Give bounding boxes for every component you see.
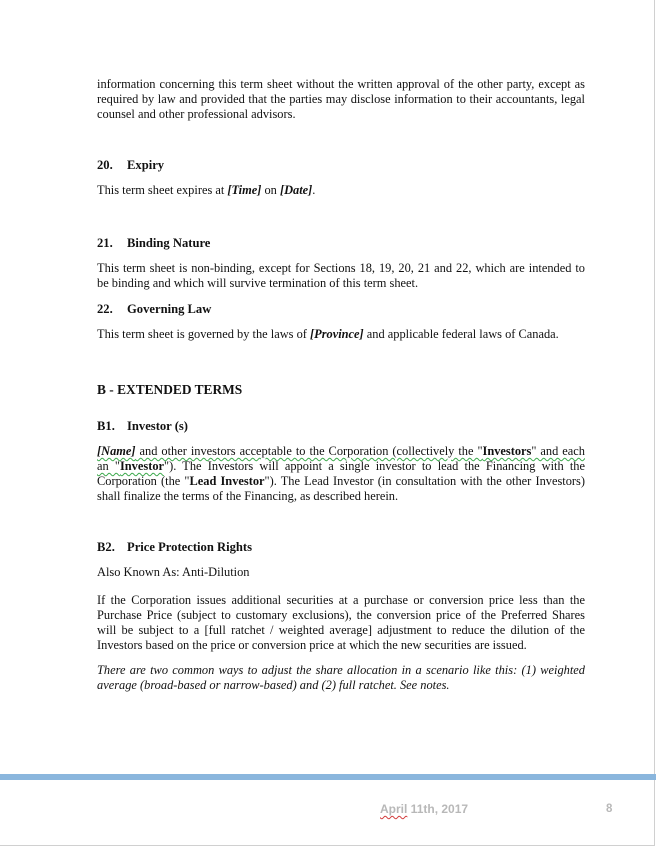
province-placeholder: [Province]: [310, 327, 364, 341]
investor-term: Investor: [119, 459, 165, 473]
s22-text-2: and applicable federal laws of Canada.: [363, 327, 559, 341]
s20-text-3: .: [312, 183, 316, 197]
section-22-number: 22.: [97, 302, 113, 316]
b1-text-2: " and each an ": [97, 444, 585, 473]
section-b1-number: B1.: [97, 419, 115, 433]
section-b2-aka: Also Known As: Anti-Dilution: [97, 565, 250, 579]
section-b2-note: There are two common ways to adjust the share allocation in a scenario like this: (1) weighted average (broad-based or narrow-based) and (2) full ratchet. See notes.: [97, 663, 585, 692]
name-placeholder: [Name]: [97, 444, 136, 458]
section-b1-heading: [97, 419, 585, 434]
page-number: 8: [606, 803, 613, 815]
b1-text-4: "). The Lead Investor (in consultation with the other Investors) shall finalize the terms of the Financing, as described herein.: [97, 474, 585, 503]
section-b2-number: B2.: [97, 540, 115, 554]
section-20-heading: [97, 158, 585, 173]
section-b2-body: If the Corporation issues additional securities at a purchase or conversion price less than the Purchase Price (subject to customary exclusions), the conversion price of the Preferred Shares will be subject to a [full ratchet / weighted average] adjustment to reduce the dilution of the Investors based on the price or conversion price at which the new securities are issued.: [97, 593, 585, 652]
s20-text-1: This term sheet expires at: [97, 183, 228, 197]
lead-investor-term: Lead Investor: [189, 474, 265, 488]
section-21-title: Binding Nature: [127, 236, 211, 250]
page-content: [97, 77, 585, 693]
footer-date-rest: 11th, 2017: [407, 802, 469, 816]
section-20-title: Expiry: [127, 158, 165, 172]
section-22-heading: [97, 302, 585, 317]
b1-text-3: "). The Investors will appoint a single investor to lead the Financing with the Corporation (the ": [97, 459, 586, 488]
section-b2-heading: [97, 540, 585, 555]
investors-term: Investors: [482, 444, 532, 458]
footer-divider-bar: [0, 774, 656, 780]
section-21-heading: [97, 236, 585, 251]
footer-date-month: April: [380, 802, 408, 816]
time-placeholder: [Time]: [227, 183, 262, 197]
b1-text-1: and other investors acceptable to the Corporation (collectively the ": [135, 444, 483, 458]
intro-paragraph: information concerning this term sheet without the written approval of the other party, except as required by law and provided that the parties may disclose information to their accountants, legal counsel and other professional advisors.: [97, 77, 585, 121]
footer-date: [380, 802, 468, 816]
section-20-body: [97, 183, 585, 198]
date-placeholder: [Date]: [279, 183, 313, 197]
section-20-number: 20.: [97, 158, 113, 172]
s20-text-2: on: [261, 183, 280, 197]
s22-text-1: This term sheet is governed by the laws of: [97, 327, 311, 341]
section-21-number: 21.: [97, 236, 113, 250]
section-21-body: This term sheet is non-binding, except for Sections 18, 19, 20, 21 and 22, which are intended to be binding and which will survive termination of this term sheet.: [97, 261, 585, 290]
part-b-title: B - EXTENDED TERMS: [97, 382, 243, 397]
section-b1-title: Investor (s): [127, 419, 188, 433]
section-22-title: Governing Law: [127, 302, 212, 316]
section-b2-title: Price Protection Rights: [127, 540, 252, 554]
section-b1-body: [97, 444, 585, 504]
section-22-body: [97, 327, 585, 342]
